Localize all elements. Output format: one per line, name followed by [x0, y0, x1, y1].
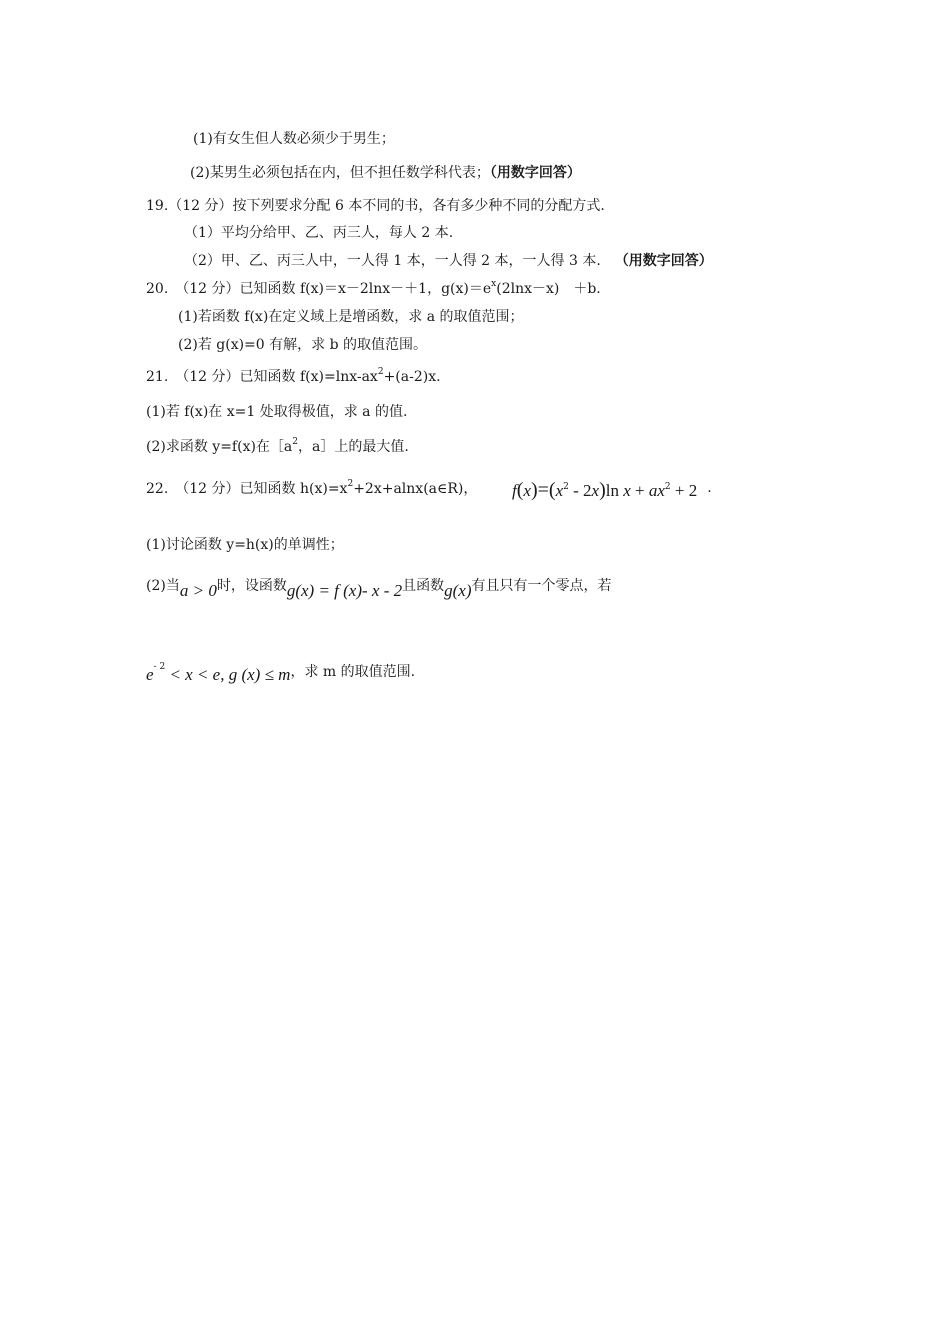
q19-part2: （2）甲、乙、丙三人中，一人得 1 本，一人得 2 本，一人得 3 本. （用数字回答） [184, 253, 713, 269]
q20-part2: (2)若 g(x)=0 有解，求 b 的取值范围。 [178, 337, 428, 353]
q20-part1: (1)若函数 f(x)在定义域上是增函数，求 a 的取值范围； [178, 309, 524, 325]
answer-format-note: （用数字回答） [489, 165, 581, 181]
q22-part1: (1)讨论函数 y=h(x)的单调性； [146, 537, 344, 553]
q22-formula: $f(x)=(x^2 - 2x)\ln$ $x + ax^2 + 2$ · [512, 479, 712, 501]
q22-part2: (2)当a > 0时，设函数g(x) = f (x)- x - 2且函数g(x)有且只有一个零点，若 [146, 578, 612, 600]
q22-part2-condition: $e^{- 2} < x < e$, g (x) ≤ m，求 m 的取值范围. [146, 662, 416, 684]
answer-format-note: （用数字回答） [614, 253, 713, 269]
q21-part2: (2)求函数 y=f(x)在$[a^2$，a］上的最大值. [146, 437, 409, 455]
q21-stem: 21. （12 分）已知函数 $f(x)=\ln x-ax^2+(a-2)x$. [146, 367, 441, 385]
q22-stem: 22. （12 分）已知函数 $h(x)=x^2+2x+alnx(a\in R)$， [146, 479, 478, 497]
q19-stem: 19.（12 分）按下列要求分配 6 本不同的书，各有多少种不同的分配方式. [146, 198, 605, 214]
q18-part2: (2)某男生必须包括在内，但不担任数学科代表；（用数字回答） [190, 165, 581, 181]
q18-part1: (1)有女生但人数必须少于男生； [193, 131, 395, 147]
q21-part1: (1)若 f(x)在 x=1 处取得极值，求 a 的值. [146, 404, 408, 420]
q20-stem: 20. （12 分）已知函数 f(x)＝x－2lnx－＋1，$g(x)=e^x(2\ln x-x)$ ＋b. [146, 279, 601, 297]
q19-part1: （1）平均分给甲、乙、丙三人，每人 2 本. [184, 225, 454, 241]
